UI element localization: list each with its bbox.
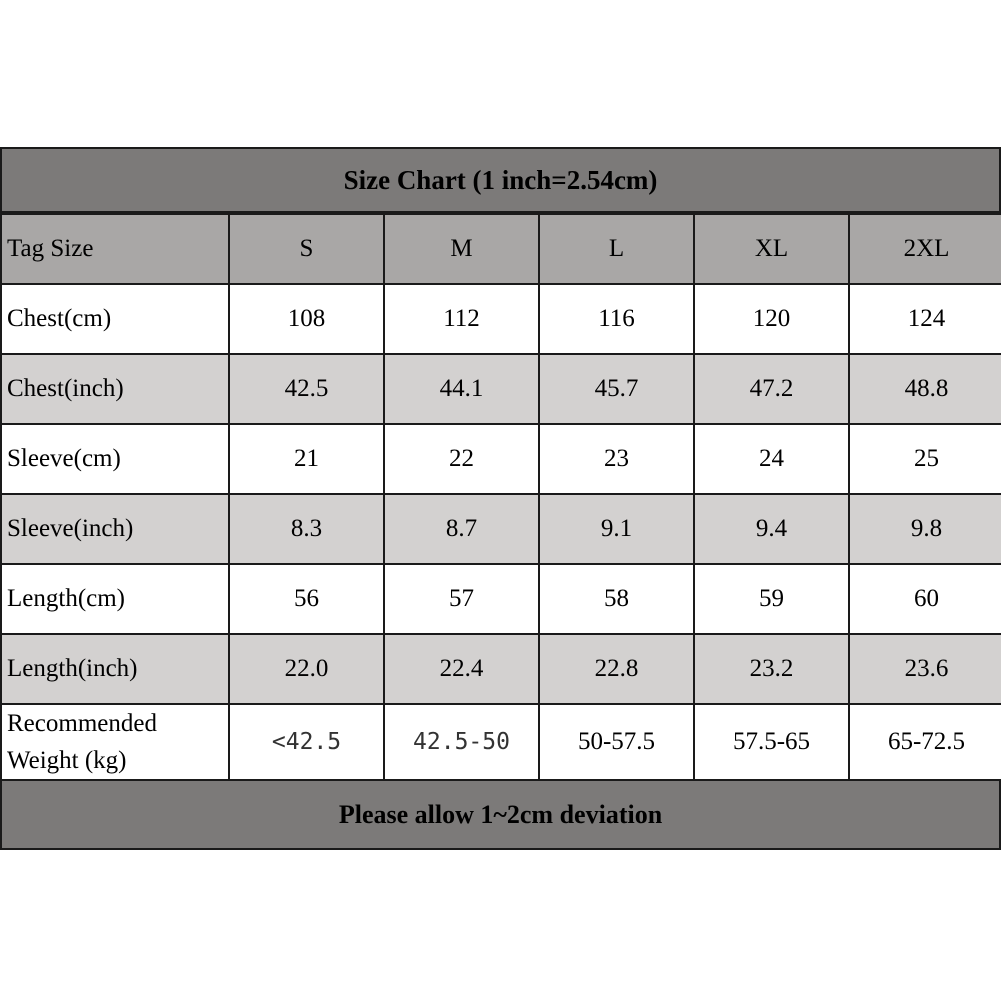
size-header-2xl: 2XL — [849, 214, 1001, 284]
row-label-line2: Weight (kg) — [7, 747, 127, 774]
table-cell: 22 — [384, 424, 539, 494]
table-row — [1, 634, 1001, 704]
table-cell: 48.8 — [849, 354, 1001, 424]
table-cell: 22.8 — [539, 634, 694, 704]
table-cell: 24 — [694, 424, 849, 494]
table-cell: 23.2 — [694, 634, 849, 704]
table-cell: 56 — [229, 564, 384, 634]
table-cell: 45.7 — [539, 354, 694, 424]
row-label: Sleeve(cm) — [1, 424, 229, 494]
table-row — [1, 354, 1001, 424]
table-cell: 9.1 — [539, 494, 694, 564]
table-cell: 59 — [694, 564, 849, 634]
table-cell: 9.8 — [849, 494, 1001, 564]
table-row — [1, 424, 1001, 494]
table-cell: 8.3 — [229, 494, 384, 564]
row-label: Length(inch) — [1, 634, 229, 704]
table-cell: 57.5-65 — [694, 704, 849, 780]
size-chart-title: Size Chart (1 inch=2.54cm) — [0, 147, 1001, 213]
table-cell: 22.0 — [229, 634, 384, 704]
table-cell: 23 — [539, 424, 694, 494]
table-cell: 60 — [849, 564, 1001, 634]
table-cell: 44.1 — [384, 354, 539, 424]
table-cell: 50-57.5 — [539, 704, 694, 780]
table-cell: 42.5 — [229, 354, 384, 424]
table-row — [1, 564, 1001, 634]
table-row — [1, 284, 1001, 354]
size-chart — [0, 147, 1001, 850]
row-label: Chest(inch) — [1, 354, 229, 424]
table-cell: 21 — [229, 424, 384, 494]
header-label: Tag Size — [1, 214, 229, 284]
table-cell: 8.7 — [384, 494, 539, 564]
size-header-l: L — [539, 214, 694, 284]
size-table — [0, 213, 1001, 781]
size-header-xl: XL — [694, 214, 849, 284]
table-cell: 120 — [694, 284, 849, 354]
table-row — [1, 704, 1001, 780]
row-label — [1, 704, 229, 780]
table-cell: 42.5-50 — [384, 704, 539, 780]
table-cell: 58 — [539, 564, 694, 634]
table-row — [1, 494, 1001, 564]
size-header-m: M — [384, 214, 539, 284]
row-label: Sleeve(inch) — [1, 494, 229, 564]
table-cell: 25 — [849, 424, 1001, 494]
table-cell: 65-72.5 — [849, 704, 1001, 780]
row-label: Length(cm) — [1, 564, 229, 634]
table-cell: 47.2 — [694, 354, 849, 424]
table-cell: <42.5 — [229, 704, 384, 780]
row-label-line1: Recommended — [7, 710, 157, 737]
table-cell: 124 — [849, 284, 1001, 354]
table-cell: 57 — [384, 564, 539, 634]
table-cell: 116 — [539, 284, 694, 354]
table-cell: 22.4 — [384, 634, 539, 704]
row-label: Chest(cm) — [1, 284, 229, 354]
table-cell: 112 — [384, 284, 539, 354]
table-cell: 23.6 — [849, 634, 1001, 704]
table-cell: 108 — [229, 284, 384, 354]
deviation-note: Please allow 1~2cm deviation — [0, 781, 1001, 850]
table-cell: 9.4 — [694, 494, 849, 564]
table-header-row — [1, 214, 1001, 284]
size-header-s: S — [229, 214, 384, 284]
